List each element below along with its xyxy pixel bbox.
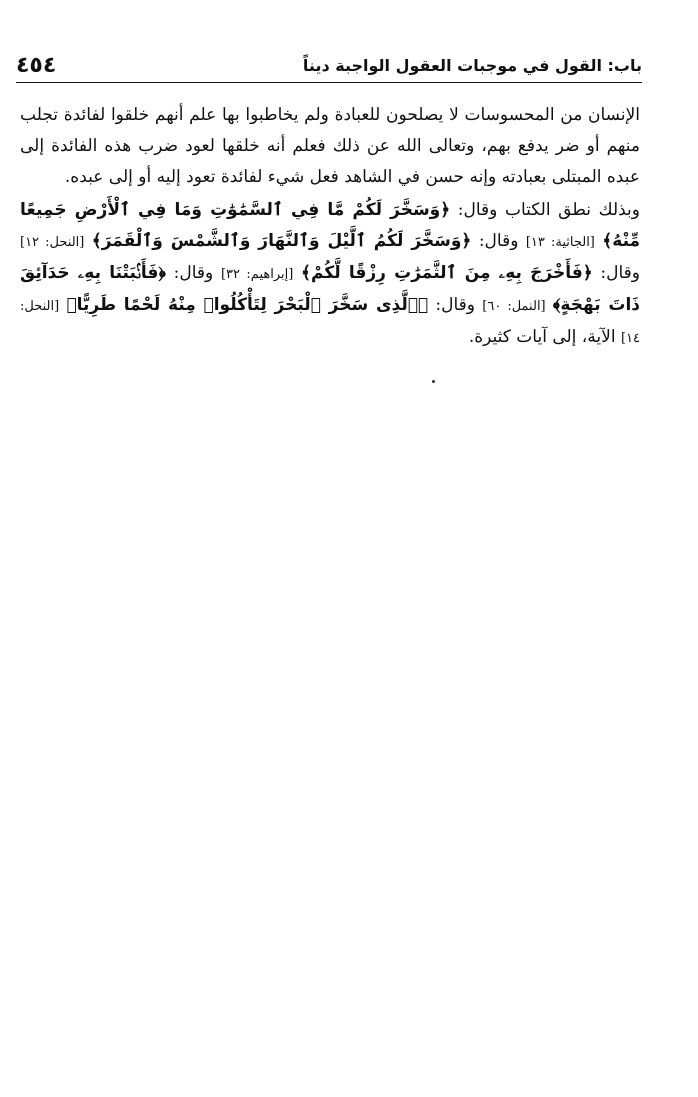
connector-2: وقال: <box>600 263 641 283</box>
quran-verse-1: ﴿وَسَخَّرَ لَكُمْ مَّا فِي ٱلسَّمَٰوَٰتِ وَمَا فِي ٱلْأَرْضِ جَمِيعًا مِّنْهُ﴾ <box>20 200 641 251</box>
running-title: باب: القول في موجبات العقول الواجبة ديناً <box>302 55 642 75</box>
verse-reference-1: [الجاثية: ١٣] <box>525 235 595 250</box>
connector-3: وقال: <box>173 263 214 283</box>
body-text <box>20 100 640 354</box>
paragraph-2 <box>20 195 640 354</box>
verse-reference-2: [النحل: ١٢] <box>20 235 85 250</box>
verse-reference-5: [النحل: ١٤] <box>20 299 640 346</box>
paragraph-1: الإنسان من المحسوسات لا يصلحون للعبادة ولم يخاطبوا بها علم أنهم خلقوا لفائدة تجلب منهم أو ضر يدفع بهم، وتعالى الله عن ذلك فعلم أنه خلقها لعود ضرب هذه الفائدة إلى عبده المبتلى بعبادته وإنه حسن في الشاهد فعل شيء لفائدة تعود إليه أو إلى عبده. <box>20 105 640 187</box>
connector-4: وقال: <box>435 295 476 315</box>
connector-1: وقال: <box>478 231 519 251</box>
quran-verse-3: ﴿فَأَخْرَجَ بِهِۦ مِنَ ٱلثَّمَرَٰتِ رِزْقًا لَّكُمْ﴾ <box>301 263 593 283</box>
verse-reference-4: [النمل: ٦٠] <box>482 299 546 314</box>
page-header <box>16 50 642 80</box>
quran-verse-2: ﴿وَسَخَّرَ لَكُمُ ٱلَّيْلَ وَٱلنَّهَارَ وَٱلشَّمْسَ وَٱلْقَمَرَ﴾ <box>91 231 472 251</box>
stray-dot <box>432 380 435 383</box>
quran-verse-5: ﴿ٱلَّذِى سَخَّرَ ٱلْبَحْرَ لِتَأْكُلُوا۟ مِنْهُ لَحْمًا طَرِيًّا﴾ <box>66 295 429 315</box>
quran-verse-4: ﴿فَأَنۢبَتْنَا بِهِۦ حَدَآئِقَ ذَاتَ بَهْجَةٍ﴾ <box>20 263 640 315</box>
page-number: ٤٥٤ <box>16 52 57 78</box>
header-rule <box>16 82 642 83</box>
verse-reference-3: [إبراهيم: ٣٢] <box>220 267 294 282</box>
paragraph-2-ending: الآية، إلى آيات كثيرة. <box>468 327 616 347</box>
paragraph-2-intro: وبذلك نطق الكتاب وقال: <box>457 200 640 220</box>
